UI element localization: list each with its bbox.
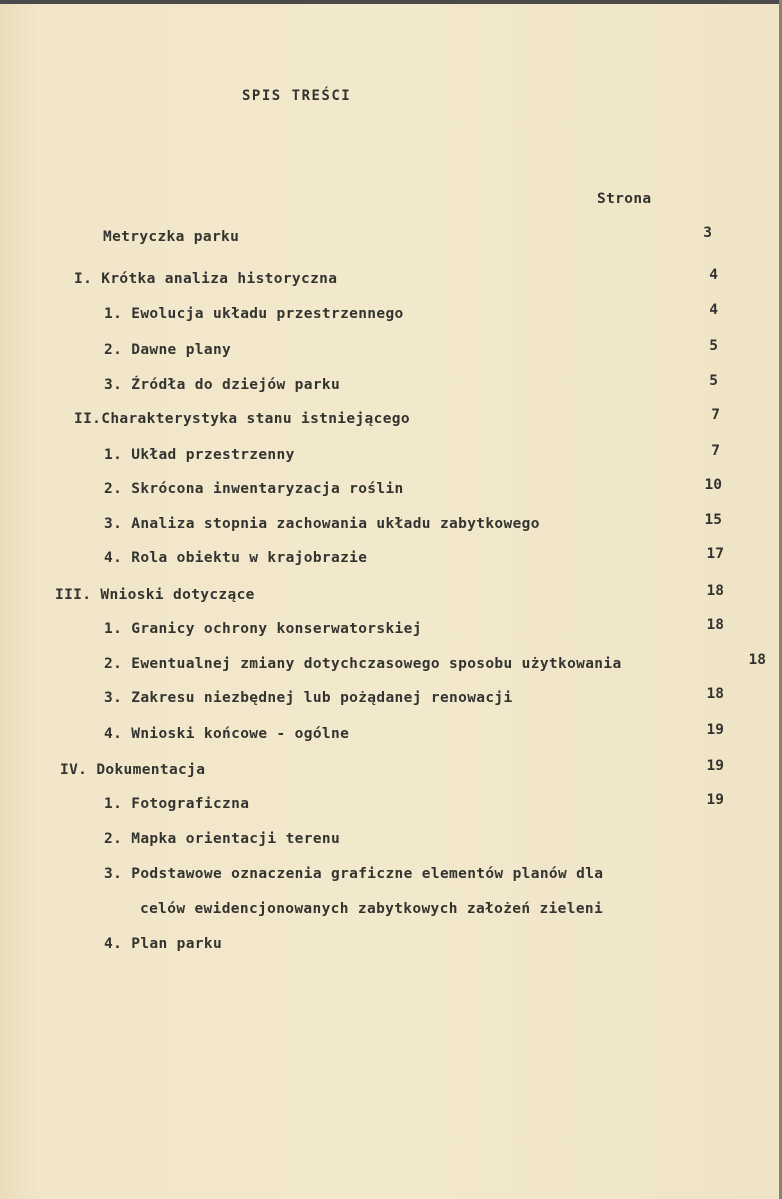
page-title: SPIS TREŚCI bbox=[242, 88, 352, 104]
toc-entry-page: 7 bbox=[711, 443, 720, 459]
toc-entry-page: 19 bbox=[706, 722, 724, 738]
toc-entry-text: 2. Mapka orientacji terenu bbox=[104, 831, 341, 847]
toc-entry-page: 5 bbox=[709, 373, 718, 389]
toc-entry-text: 3. Podstawowe oznaczenia graficzne elementów planów dla bbox=[104, 866, 604, 882]
toc-entry-text: IV. Dokumentacja bbox=[60, 762, 206, 778]
page-column-label: Strona bbox=[597, 191, 652, 207]
toc-entry-text: 4. Plan parku bbox=[104, 936, 223, 952]
scan-top-edge bbox=[0, 0, 782, 4]
toc-entry-text: 4. Wnioski końcowe - ogólne bbox=[104, 726, 350, 742]
toc-entry-text: 3. Źródła do dziejów parku bbox=[104, 377, 341, 393]
toc-entry-page: 4 bbox=[709, 267, 718, 283]
toc-entry-text: 1. Ewolucja układu przestrzennego bbox=[104, 306, 404, 322]
toc-entry-text: 3. Zakresu niezbędnej lub pożądanej renowacji bbox=[104, 690, 513, 706]
toc-entry-page: 18 bbox=[706, 617, 724, 633]
toc-entry-page: 19 bbox=[706, 792, 724, 808]
toc-entry-text: 2. Dawne plany bbox=[104, 342, 232, 358]
toc-entry-text: 4. Rola obiektu w krajobrazie bbox=[104, 550, 368, 566]
toc-entry-page: 17 bbox=[706, 546, 724, 562]
toc-entry-text: 1. Układ przestrzenny bbox=[104, 447, 295, 463]
toc-entry-page: 7 bbox=[711, 407, 720, 423]
toc-entry-page: 19 bbox=[706, 758, 724, 774]
toc-entry-page: 3 bbox=[703, 225, 712, 241]
toc-entry-page: 10 bbox=[704, 477, 722, 493]
toc-entry-page: 5 bbox=[709, 338, 718, 354]
toc-entry-page: 18 bbox=[748, 652, 766, 668]
toc-entry-text: celów ewidencjonowanych zabytkowych założeń zieleni bbox=[140, 901, 604, 917]
toc-entry-text: 2. Ewentualnej zmiany dotychczasowego sposobu użytkowania bbox=[104, 656, 622, 672]
toc-entry-page: 18 bbox=[706, 686, 724, 702]
toc-entry-text: 1. Fotograficzna bbox=[104, 796, 250, 812]
toc-entry-text: 2. Skrócona inwentaryzacja roślin bbox=[104, 481, 404, 497]
toc-entry-text: Metryczka parku bbox=[103, 229, 240, 245]
toc-entry-page: 4 bbox=[709, 302, 718, 318]
toc-entry-text: 3. Analiza stopnia zachowania układu zabytkowego bbox=[104, 516, 540, 532]
toc-entry-text: 1. Granicy ochrony konserwatorskiej bbox=[104, 621, 422, 637]
toc-entry-page: 15 bbox=[704, 512, 722, 528]
toc-entry-text: III. Wnioski dotyczące bbox=[55, 587, 255, 603]
toc-entry-text: I. Krótka analiza historyczna bbox=[74, 271, 338, 287]
toc-entry-text: II.Charakterystyka stanu istniejącego bbox=[74, 411, 410, 427]
toc-entry-page: 18 bbox=[706, 583, 724, 599]
